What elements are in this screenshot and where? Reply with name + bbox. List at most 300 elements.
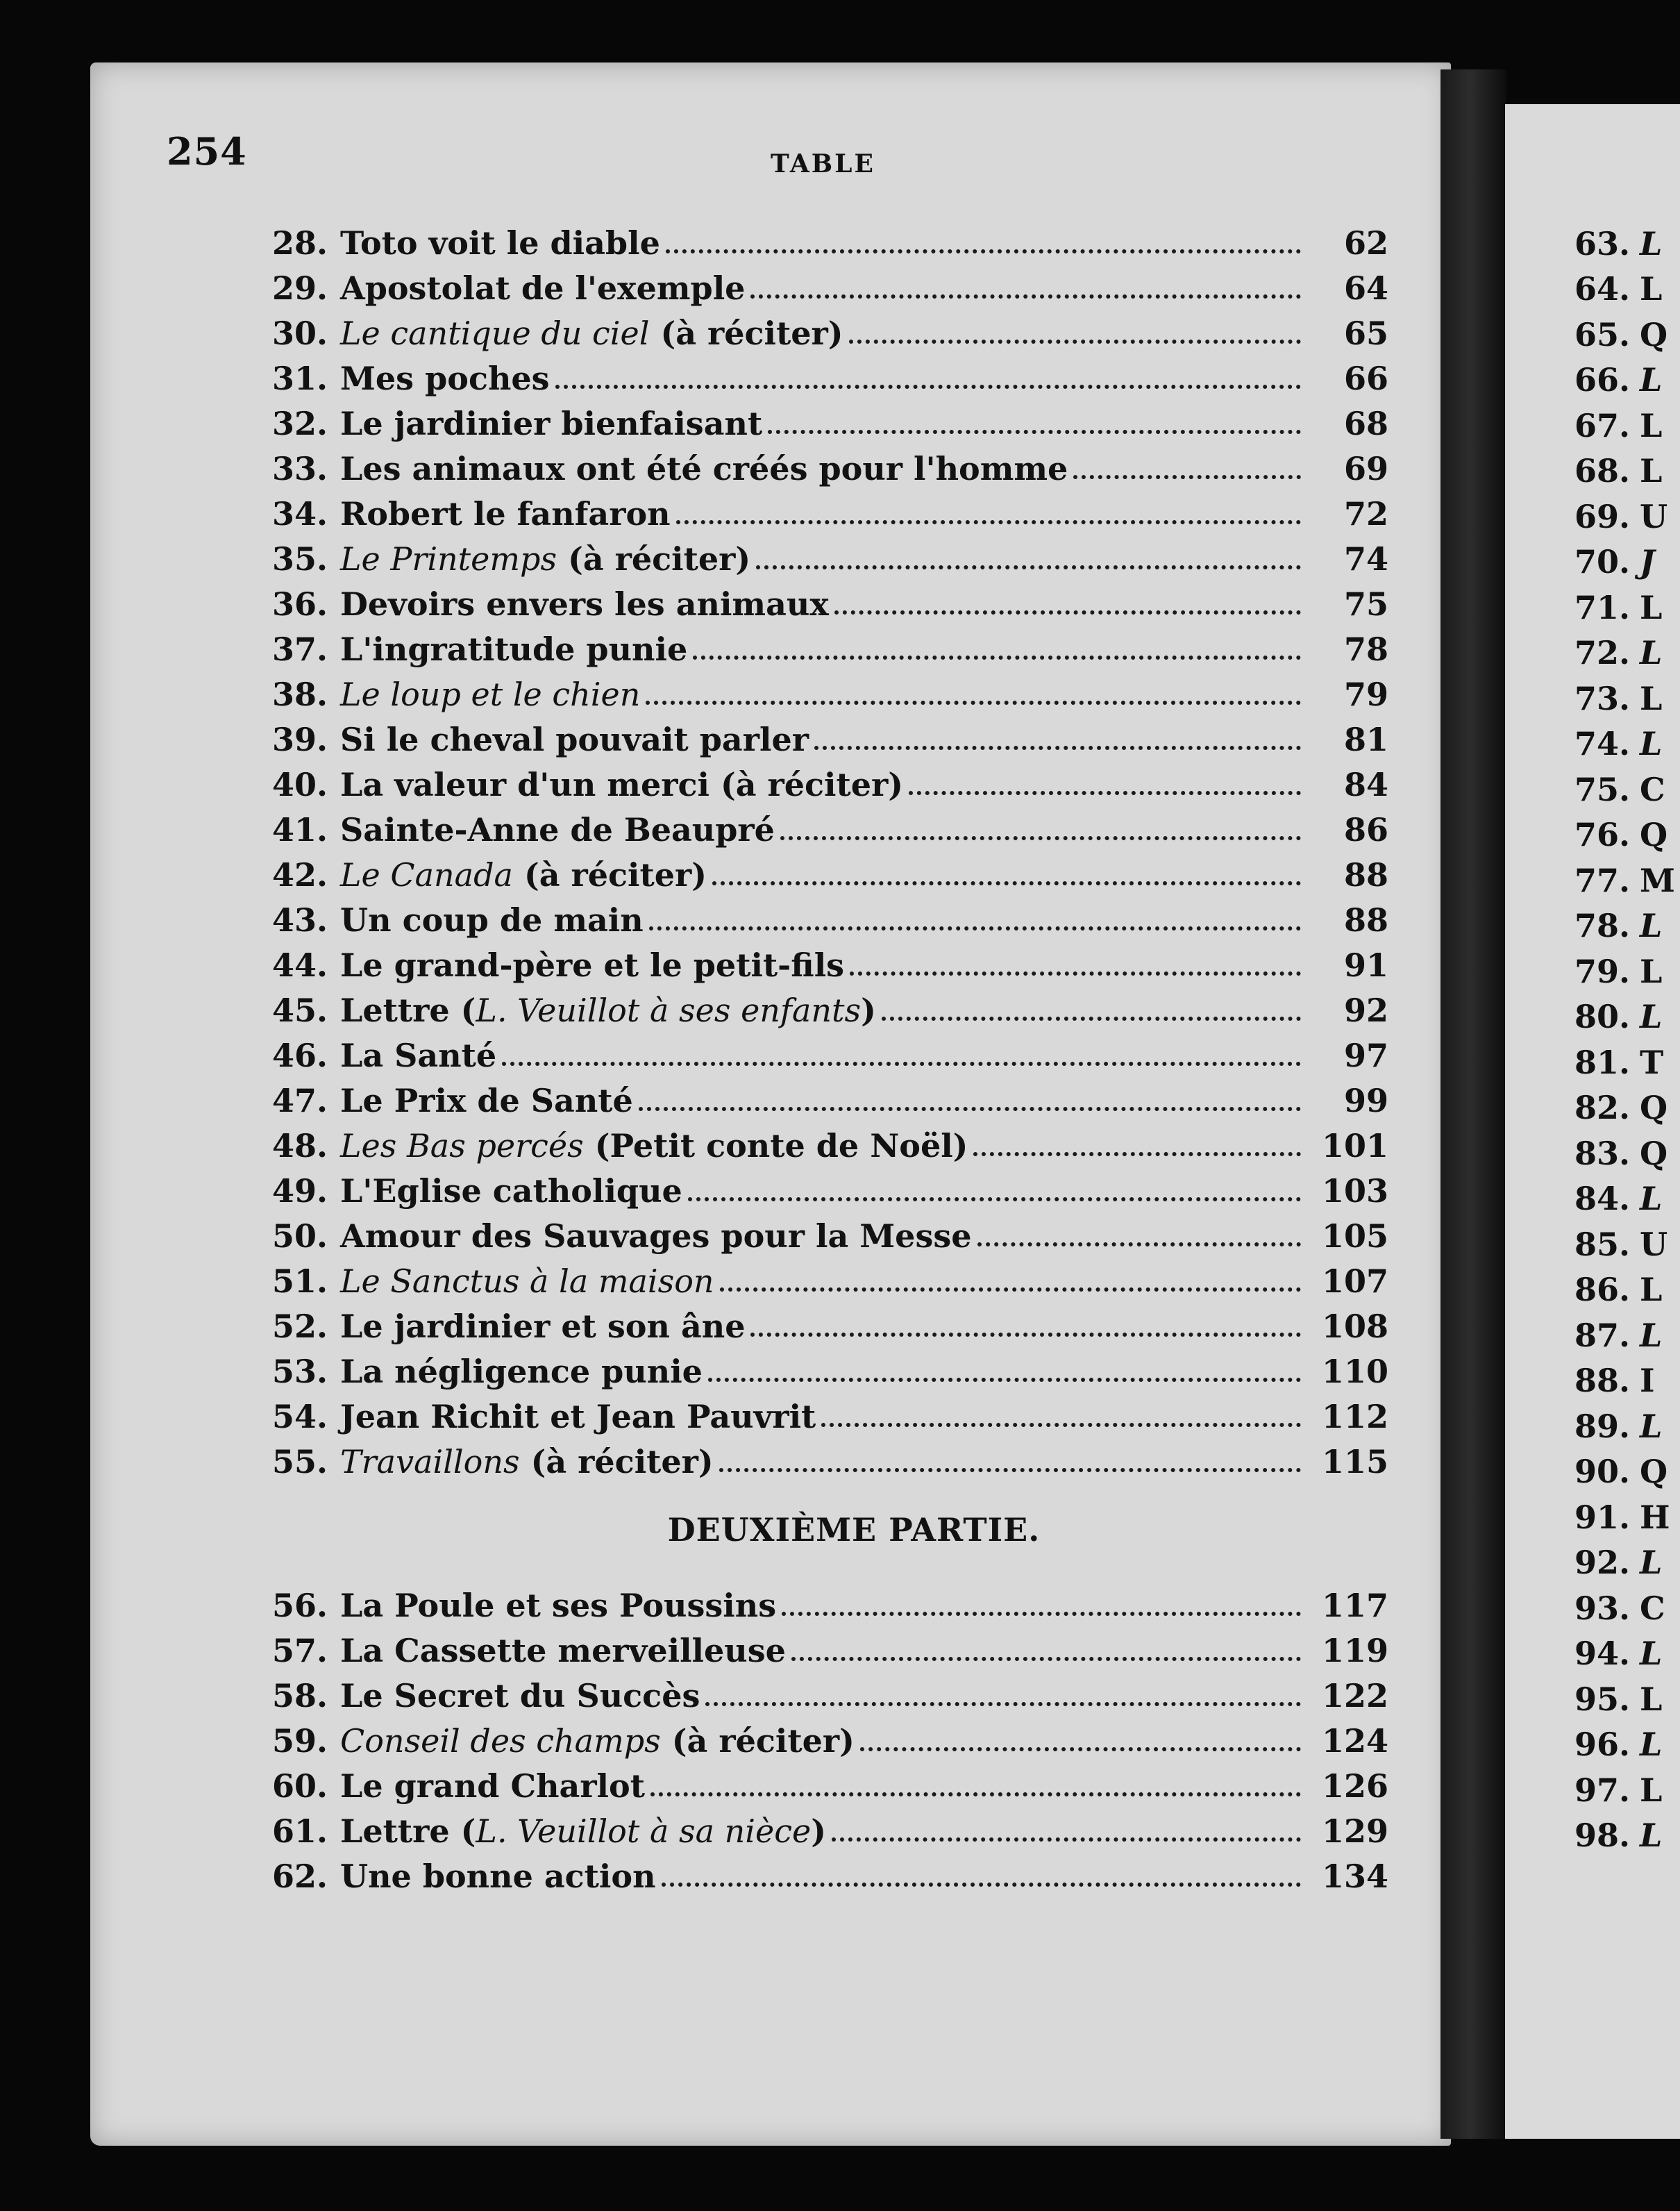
entry-title-fragment: L <box>1640 907 1663 944</box>
dot-leader <box>750 1333 1301 1337</box>
entry-title <box>340 901 644 939</box>
right-page-entry <box>1547 1126 1668 1172</box>
dot-leader <box>666 249 1301 253</box>
entry-title <box>340 1767 645 1805</box>
entry-number: 74. <box>1574 725 1630 762</box>
entry-number: 72. <box>1574 634 1630 671</box>
right-page-entry <box>1547 671 1668 717</box>
right-page-entry <box>1547 762 1668 808</box>
toc-entry <box>257 1074 1388 1119</box>
entry-title-fragment: Q <box>1640 816 1668 853</box>
entry-title <box>340 1443 714 1480</box>
entry-number: 65. <box>1574 315 1630 353</box>
right-page-entry <box>1547 399 1668 444</box>
entry-page: 92 <box>1343 992 1388 1029</box>
entry-title-fragment: Q <box>1640 1134 1668 1172</box>
entry-title <box>340 360 550 397</box>
toc-entry <box>257 397 1388 442</box>
entry-title-segment: Le jardinier et son âne <box>340 1308 746 1345</box>
entry-title-segment: (Petit conte de Noël) <box>583 1127 968 1165</box>
entry-number: 46. <box>271 1037 328 1074</box>
entry-title <box>340 1127 968 1165</box>
toc-entry <box>257 1435 1388 1480</box>
entry-title-segment: (à réciter) <box>557 540 751 578</box>
entry-title-fragment: L <box>1640 1180 1663 1217</box>
dot-leader <box>977 1242 1301 1246</box>
entry-number: 82. <box>1574 1089 1630 1126</box>
entry-page: 129 <box>1321 1812 1388 1850</box>
entry-title <box>340 540 750 578</box>
entry-title <box>340 269 745 307</box>
toc-entry <box>257 1119 1388 1165</box>
entry-title <box>340 224 660 262</box>
toc-entry <box>257 1669 1388 1714</box>
entry-page: 79 <box>1343 676 1388 713</box>
entry-title-segment: Robert le fanfaron <box>340 495 671 533</box>
dot-leader <box>909 791 1301 795</box>
entry-title-segment: Les Bas percés <box>340 1127 584 1165</box>
entry-number: 80. <box>1574 998 1630 1035</box>
entry-title-fragment: L <box>1640 1316 1663 1354</box>
dot-leader <box>756 565 1301 569</box>
entry-number: 84. <box>1574 1180 1630 1217</box>
entry-title-fragment: H <box>1640 1498 1670 1536</box>
entry-number: 66. <box>1574 361 1630 399</box>
entry-title-segment: L. Veuillot à ses enfants <box>476 992 862 1029</box>
entry-title-fragment: L <box>1640 452 1663 490</box>
dot-leader <box>834 610 1301 615</box>
entry-page: 64 <box>1343 269 1388 307</box>
entry-title-fragment: U <box>1640 497 1668 535</box>
dot-leader <box>650 1792 1301 1796</box>
entry-number: 87. <box>1574 1316 1630 1354</box>
entry-number: 69. <box>1574 497 1630 535</box>
entry-title-segment: Mes poches <box>340 360 550 397</box>
toc-entry <box>257 1345 1388 1390</box>
toc-entry <box>257 668 1388 713</box>
entry-title-segment: ) <box>861 992 876 1029</box>
entry-number: 57. <box>271 1632 328 1669</box>
toc-entry <box>257 1390 1388 1435</box>
toc-entry <box>257 803 1388 849</box>
entry-number: 44. <box>271 946 328 984</box>
entry-title-fragment: L <box>1640 406 1663 444</box>
entry-title-segment: Le Secret du Succès <box>340 1677 700 1714</box>
entry-title-segment: (à réciter) <box>649 315 843 352</box>
toc-entry <box>257 217 1388 262</box>
entry-number: 47. <box>271 1082 328 1119</box>
entry-number: 28. <box>271 224 328 262</box>
entry-title-fragment: L <box>1640 1771 1663 1809</box>
entry-number: 43. <box>271 901 328 939</box>
entry-number: 60. <box>271 1767 328 1805</box>
section-title: DEUXIÈME PARTIE. <box>667 1511 1041 1549</box>
right-page-entry <box>1547 353 1668 399</box>
entry-title-fragment: U <box>1640 1225 1668 1263</box>
entry-title <box>340 1217 972 1255</box>
entry-page: 69 <box>1343 450 1388 487</box>
dot-leader <box>693 656 1301 660</box>
entry-page: 78 <box>1343 631 1388 668</box>
entry-number: 56. <box>271 1587 328 1624</box>
right-page-entry <box>1547 1627 1668 1673</box>
entry-number: 31. <box>271 360 328 397</box>
entry-number: 79. <box>1574 952 1630 990</box>
entry-title <box>340 405 762 442</box>
entry-title-segment: L'Eglise catholique <box>340 1172 682 1210</box>
toc-entry <box>257 1624 1388 1669</box>
toc-entry <box>257 849 1388 894</box>
entry-title <box>340 631 687 668</box>
dot-leader <box>649 926 1301 931</box>
entry-title <box>340 811 775 849</box>
entry-page: 126 <box>1321 1767 1388 1805</box>
entry-page: 119 <box>1321 1632 1388 1669</box>
entry-number: 59. <box>271 1722 328 1760</box>
entry-number: 81. <box>1574 1043 1630 1081</box>
toc-entry <box>257 1714 1388 1760</box>
entry-number: 33. <box>271 450 328 487</box>
entry-number: 90. <box>1574 1453 1630 1490</box>
right-page-entry <box>1547 853 1675 899</box>
entry-number: 71. <box>1574 588 1630 626</box>
right-page-entry <box>1547 1763 1668 1809</box>
entry-title-segment: Le grand Charlot <box>340 1767 645 1805</box>
entry-title <box>340 1082 633 1119</box>
entry-title-segment: Le Prix de Santé <box>340 1082 633 1119</box>
entry-title-segment: Travaillons <box>340 1443 520 1480</box>
dot-leader <box>782 1612 1301 1616</box>
entry-title-fragment: M <box>1640 861 1675 899</box>
entry-title-fragment: Q <box>1640 315 1668 353</box>
entry-title <box>340 585 829 623</box>
dot-leader <box>676 520 1301 524</box>
entry-title <box>340 1398 816 1435</box>
entry-page: 103 <box>1321 1172 1388 1210</box>
entry-page: 68 <box>1343 405 1388 442</box>
entry-page: 88 <box>1343 856 1388 894</box>
entry-title <box>340 1812 826 1850</box>
entry-number: 40. <box>271 766 328 803</box>
entry-page: 134 <box>1321 1858 1388 1895</box>
entry-number: 54. <box>271 1398 328 1435</box>
entry-number: 94. <box>1574 1635 1630 1672</box>
entry-title-segment: ) <box>811 1812 826 1850</box>
entry-title-segment: L'ingratitude punie <box>340 631 688 668</box>
entry-title-fragment: L <box>1640 361 1663 399</box>
dot-leader <box>882 1017 1301 1021</box>
right-page-entry <box>1547 626 1668 672</box>
toc-entry <box>257 487 1388 533</box>
dot-leader <box>821 1423 1301 1427</box>
entry-title-fragment: L <box>1640 1544 1663 1581</box>
entry-number: 50. <box>271 1217 328 1255</box>
entry-title-segment: Le cantique du ciel <box>340 315 650 352</box>
dot-leader <box>1073 475 1301 479</box>
right-page-entry <box>1547 1308 1668 1354</box>
entry-title <box>340 946 844 984</box>
entry-number: 96. <box>1574 1726 1630 1763</box>
entry-title-fragment: L <box>1640 224 1663 262</box>
entry-title-segment: Le Canada <box>340 856 513 894</box>
entry-title-fragment: L <box>1640 1407 1663 1445</box>
entry-page: 105 <box>1321 1217 1388 1255</box>
toc-entry <box>257 1029 1388 1074</box>
entry-title <box>340 1308 745 1345</box>
dot-leader <box>719 1468 1301 1472</box>
entry-number: 63. <box>1574 224 1630 262</box>
entry-number: 45. <box>271 992 328 1029</box>
entry-title <box>340 766 903 803</box>
entry-title-segment: Si le cheval pouvait parler <box>340 721 809 758</box>
entry-number: 41. <box>271 811 328 849</box>
entry-number: 88. <box>1574 1362 1630 1399</box>
entry-number: 49. <box>271 1172 328 1210</box>
toc-entry <box>257 623 1388 668</box>
entry-title-segment: (à réciter) <box>512 856 707 894</box>
entry-title-segment: La valeur d'un merci (à réciter) <box>340 766 904 803</box>
entry-title-segment: Conseil des champs <box>340 1722 661 1760</box>
toc-entry <box>257 939 1388 984</box>
entry-title-segment: Le Sanctus à la maison <box>340 1262 714 1300</box>
entry-number: 36. <box>271 585 328 623</box>
entry-page: 65 <box>1343 315 1388 352</box>
entry-number: 37. <box>271 631 328 668</box>
dot-leader <box>720 1287 1301 1292</box>
entry-page: 62 <box>1343 224 1388 262</box>
entry-page: 75 <box>1343 585 1388 623</box>
entry-number: 78. <box>1574 907 1630 944</box>
entry-title-segment: Une bonne action <box>340 1858 656 1895</box>
entry-title <box>340 676 640 713</box>
right-page-entry <box>1547 1581 1668 1627</box>
entry-title-fragment: I <box>1640 1362 1655 1399</box>
entry-page: 97 <box>1343 1037 1388 1074</box>
toc-entry <box>257 1579 1388 1624</box>
entry-title-fragment: L <box>1640 1817 1663 1854</box>
entry-number: 91. <box>1574 1498 1630 1536</box>
right-page-entry <box>1547 1172 1668 1218</box>
entry-page: 84 <box>1343 766 1388 803</box>
toc-entry <box>257 1255 1388 1300</box>
entry-title-segment: Sainte-Anne de Beaupré <box>340 811 775 849</box>
entry-title-fragment: J <box>1640 543 1655 581</box>
dot-leader <box>662 1883 1301 1887</box>
toc-entry <box>257 984 1388 1029</box>
dot-leader <box>708 1378 1301 1382</box>
entry-title-fragment: L <box>1640 1271 1663 1308</box>
entry-number: 34. <box>271 495 328 533</box>
entry-title <box>340 1587 776 1624</box>
entry-number: 73. <box>1574 679 1630 717</box>
toc-part-one <box>257 217 1388 1480</box>
right-page-entry <box>1547 308 1668 353</box>
right-page-entry <box>1547 1081 1668 1127</box>
right-page-entry <box>1547 1399 1668 1445</box>
entry-title-segment: Les animaux ont été créés pour l'homme <box>340 450 1068 487</box>
entry-title-segment: Toto voit le diable <box>340 224 660 262</box>
entry-title-fragment: L <box>1640 679 1663 717</box>
right-page-entry <box>1547 217 1668 262</box>
entry-number: 42. <box>271 856 328 894</box>
entry-page: 99 <box>1343 1082 1388 1119</box>
entry-title-segment: Le loup et le chien <box>340 676 641 713</box>
entry-page: 117 <box>1321 1587 1388 1624</box>
entry-number: 38. <box>271 676 328 713</box>
right-page-entry <box>1547 444 1668 490</box>
entry-title-segment: Le Printemps <box>340 540 557 578</box>
page-number: 254 <box>167 129 247 174</box>
entry-number: 29. <box>271 269 328 307</box>
toc-entry <box>257 1165 1388 1210</box>
right-page-entry <box>1547 1445 1668 1491</box>
entry-title-segment: La Cassette merveilleuse <box>340 1632 786 1669</box>
entry-title <box>340 1858 656 1895</box>
entry-title-segment: Un coup de main <box>340 901 644 939</box>
entry-page: 124 <box>1321 1722 1388 1760</box>
dot-leader <box>768 430 1301 434</box>
entry-page: 101 <box>1321 1127 1388 1165</box>
entry-number: 97. <box>1574 1771 1630 1809</box>
entry-title-segment: Amour des Sauvages pour la Messe <box>340 1217 972 1255</box>
entry-number: 55. <box>271 1443 328 1480</box>
entry-title <box>340 1722 855 1760</box>
entry-title-fragment: L <box>1640 1726 1663 1763</box>
entry-number: 93. <box>1574 1589 1630 1627</box>
entry-number: 75. <box>1574 770 1630 808</box>
entry-title <box>340 1037 496 1074</box>
entry-page: 88 <box>1343 901 1388 939</box>
page-header: TABLE <box>771 149 875 178</box>
toc-entry <box>257 758 1388 803</box>
entry-page: 66 <box>1343 360 1388 397</box>
entry-page: 115 <box>1321 1443 1388 1480</box>
dot-leader <box>791 1657 1301 1661</box>
toc-entry <box>257 1760 1388 1805</box>
entry-number: 89. <box>1574 1407 1630 1445</box>
entry-page: 74 <box>1343 540 1388 578</box>
entry-number: 30. <box>271 315 328 352</box>
entry-page: 122 <box>1321 1677 1388 1714</box>
right-page-entry <box>1547 1354 1668 1400</box>
entry-title-fragment: L <box>1640 270 1663 308</box>
dot-leader <box>555 385 1301 389</box>
entry-number: 64. <box>1574 270 1630 308</box>
entry-number: 53. <box>271 1353 328 1390</box>
entry-title-fragment: Q <box>1640 1089 1668 1126</box>
right-page-entry <box>1547 1263 1668 1309</box>
entry-number: 35. <box>271 540 328 578</box>
entry-number: 76. <box>1574 816 1630 853</box>
entry-title <box>340 1677 700 1714</box>
entry-title-fragment: L <box>1640 634 1663 671</box>
entry-title-fragment: C <box>1640 1589 1665 1627</box>
dot-leader <box>973 1152 1301 1156</box>
book-gutter <box>1440 69 1506 2139</box>
entry-page: 86 <box>1343 811 1388 849</box>
entry-page: 112 <box>1321 1398 1388 1435</box>
dot-leader <box>850 971 1301 976</box>
dot-leader <box>750 294 1301 299</box>
dot-leader <box>646 701 1301 705</box>
entry-page: 91 <box>1343 946 1388 984</box>
toc-entry <box>257 578 1388 623</box>
entry-number: 62. <box>271 1858 328 1895</box>
right-page-entry <box>1547 262 1668 308</box>
right-page-entry <box>1547 581 1668 626</box>
entry-title-segment: Le jardinier bienfaisant <box>340 405 763 442</box>
entry-title <box>340 495 671 533</box>
entry-page: 108 <box>1321 1308 1388 1345</box>
entry-title-segment: (à réciter) <box>519 1443 714 1480</box>
entry-title-fragment: C <box>1640 770 1665 808</box>
dot-leader <box>814 746 1301 750</box>
entry-number: 98. <box>1574 1817 1630 1854</box>
toc-entry <box>257 352 1388 397</box>
entry-title <box>340 1632 786 1669</box>
entry-title <box>340 450 1068 487</box>
entry-number: 39. <box>271 721 328 758</box>
dot-leader <box>502 1062 1301 1066</box>
toc-entry <box>257 442 1388 487</box>
entry-title-segment: Devoirs envers les animaux <box>340 585 829 623</box>
entry-number: 51. <box>271 1262 328 1300</box>
toc-entry <box>257 1300 1388 1345</box>
right-page-entry <box>1547 1217 1668 1263</box>
entry-title-segment: La Santé <box>340 1037 497 1074</box>
entry-title-fragment: L <box>1640 1635 1663 1672</box>
toc-entry <box>257 894 1388 939</box>
entry-number: 67. <box>1574 406 1630 444</box>
entry-title-segment: Le grand-père et le petit-fils <box>340 946 845 984</box>
entry-title-fragment: Q <box>1640 1453 1668 1490</box>
entry-title-fragment: L <box>1640 588 1663 626</box>
toc-entry <box>257 713 1388 758</box>
toc-entry <box>257 533 1388 578</box>
entry-title <box>340 315 843 352</box>
dot-leader <box>639 1107 1301 1111</box>
entry-number: 48. <box>271 1127 328 1165</box>
right-page-entry <box>1547 1035 1668 1081</box>
entry-title <box>340 1262 714 1300</box>
entry-title-segment: La négligence punie <box>340 1353 703 1390</box>
entry-title-fragment: L <box>1640 725 1663 762</box>
toc-entry <box>257 1850 1388 1895</box>
right-page-entry <box>1547 990 1668 1036</box>
entry-number: 83. <box>1574 1134 1630 1172</box>
right-page-entry <box>1547 1536 1668 1582</box>
toc-part-two <box>257 1579 1388 1895</box>
entry-page: 72 <box>1343 495 1388 533</box>
toc-entry <box>257 307 1388 352</box>
right-page-entries <box>1547 217 1675 1854</box>
entry-number: 95. <box>1574 1680 1630 1718</box>
right-page-entry <box>1547 1490 1668 1536</box>
entry-title-segment: Lettre ( <box>340 1812 476 1850</box>
entry-number: 68. <box>1574 452 1630 490</box>
toc-entry <box>257 1805 1388 1850</box>
entry-title-fragment: L <box>1640 998 1663 1035</box>
entry-title-fragment: L <box>1640 952 1663 990</box>
toc-entry <box>257 1210 1388 1255</box>
dot-leader <box>705 1702 1301 1706</box>
right-page-entry <box>1547 535 1668 581</box>
entry-number: 52. <box>271 1308 328 1345</box>
entry-title-fragment: L <box>1640 1680 1663 1718</box>
right-page-entry <box>1547 808 1668 854</box>
entry-title <box>340 721 809 758</box>
dot-leader <box>832 1837 1301 1842</box>
